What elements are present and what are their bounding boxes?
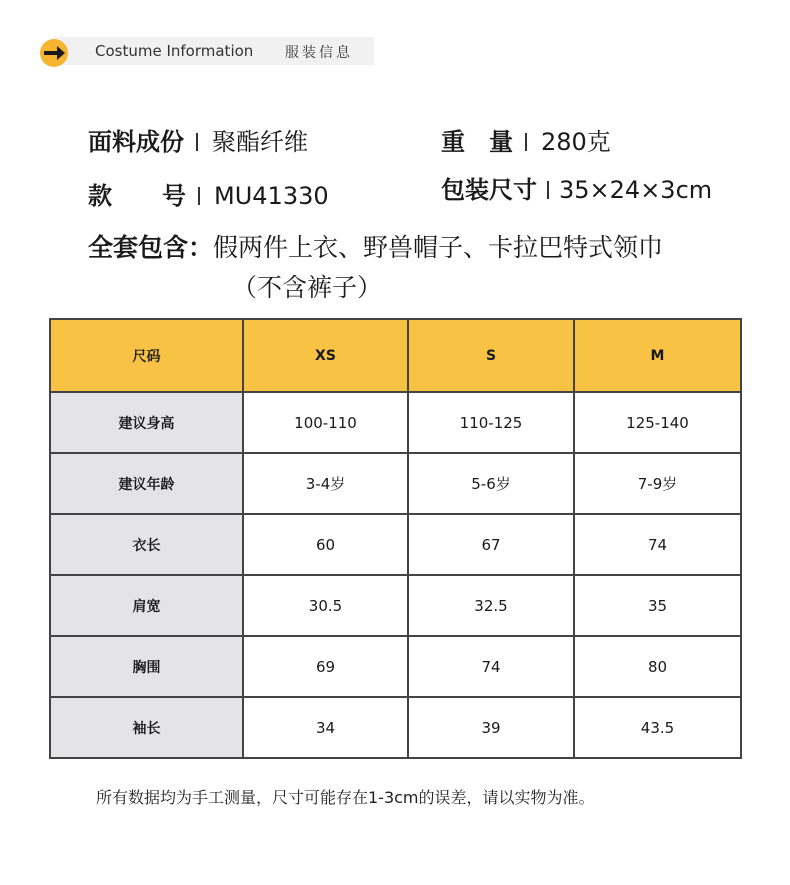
- fabric-label: 面料成份: [88, 128, 184, 156]
- separator: [196, 133, 198, 151]
- table-cell: 60: [243, 514, 408, 575]
- table-cell: 67: [408, 514, 574, 575]
- table-row: [50, 697, 741, 758]
- table-header-cell: M: [574, 319, 741, 392]
- table-cell: 39: [408, 697, 574, 758]
- model-label-2: 号: [162, 182, 186, 210]
- weight-label-2: 量: [489, 128, 513, 156]
- table-cell: 5-6岁: [408, 453, 574, 514]
- table-cell: 125-140: [574, 392, 741, 453]
- separator: [547, 181, 549, 199]
- package-label: 包装尺寸: [441, 176, 537, 204]
- measurement-footnote: 所有数据均为手工测量，尺寸可能存在1-3cm的误差，请以实物为准。: [96, 788, 595, 807]
- table-row: [50, 514, 741, 575]
- model-label-1: 款: [88, 182, 112, 210]
- row-label: 袖长: [50, 697, 243, 758]
- table-cell: 43.5: [574, 697, 741, 758]
- table-cell: 30.5: [243, 575, 408, 636]
- table-row: [50, 575, 741, 636]
- table-header-row: [50, 319, 741, 392]
- table-cell: 69: [243, 636, 408, 697]
- table-cell: 110-125: [408, 392, 574, 453]
- arrow-right-icon: [40, 39, 68, 67]
- row-label: 胸围: [50, 636, 243, 697]
- table-cell: 100-110: [243, 392, 408, 453]
- separator: [525, 133, 527, 151]
- table-header-cell: S: [408, 319, 574, 392]
- header-title-cn: 服装信息: [285, 45, 353, 61]
- package-value: 35×24×3cm: [559, 176, 713, 204]
- table-header-cell: XS: [243, 319, 408, 392]
- table-row: [50, 392, 741, 453]
- table-cell: 74: [574, 514, 741, 575]
- table-cell: 35: [574, 575, 741, 636]
- table-cell: 7-9岁: [574, 453, 741, 514]
- table-cell: 34: [243, 697, 408, 758]
- package-line: [441, 170, 712, 205]
- weight-value: 280克: [541, 128, 611, 156]
- row-label: 衣长: [50, 514, 243, 575]
- table-cell: 80: [574, 636, 741, 697]
- weight-label-1: 重: [441, 128, 465, 156]
- model-line: [88, 176, 329, 211]
- includes-note: （不含裤子）: [232, 273, 383, 302]
- model-value: MU41330: [214, 182, 329, 210]
- table-row: [50, 453, 741, 514]
- table-header-cell: 尺码: [50, 319, 243, 392]
- header-title-en: Costume Information: [95, 42, 254, 60]
- row-label: 建议身高: [50, 392, 243, 453]
- size-table: [49, 318, 742, 759]
- fabric-line: [88, 122, 308, 157]
- includes-label: 全套包含：: [88, 233, 214, 262]
- includes-value: 假两件上衣、野兽帽子、卡拉巴特式领巾: [213, 233, 664, 262]
- table-cell: 74: [408, 636, 574, 697]
- table-cell: 32.5: [408, 575, 574, 636]
- table-row: [50, 636, 741, 697]
- row-label: 肩宽: [50, 575, 243, 636]
- table-cell: 3-4岁: [243, 453, 408, 514]
- section-header: [40, 37, 374, 65]
- includes-line: [88, 228, 663, 264]
- weight-line: [441, 122, 611, 157]
- separator: [198, 187, 200, 205]
- fabric-value: 聚酯纤维: [212, 128, 308, 156]
- row-label: 建议年龄: [50, 453, 243, 514]
